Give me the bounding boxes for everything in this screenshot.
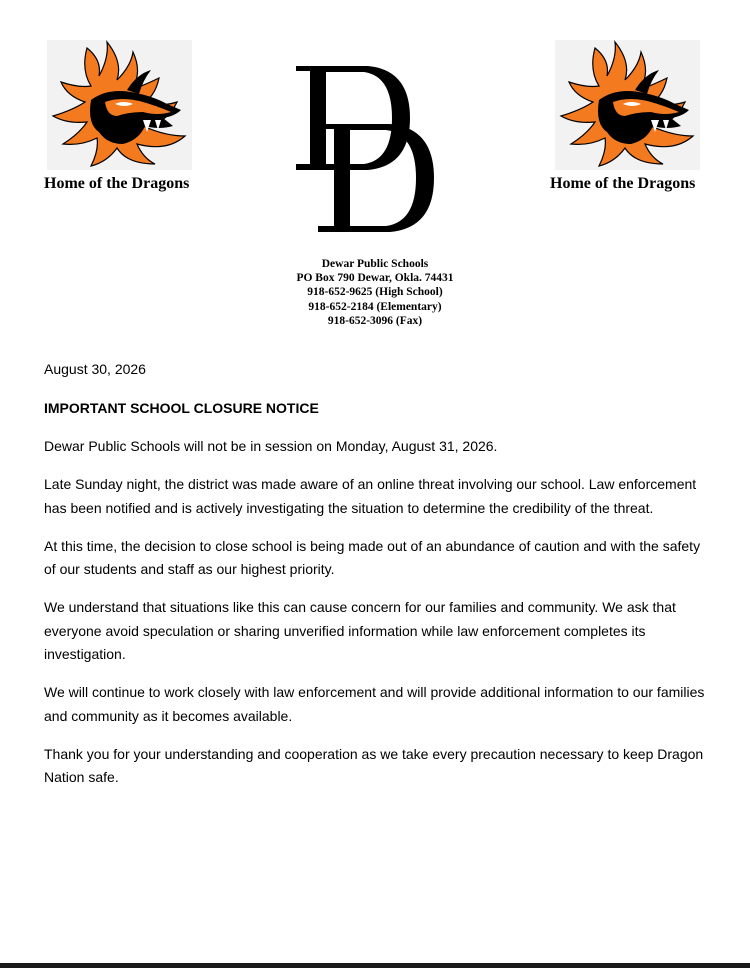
phone-high-school: 918-652-9625 (High School): [307, 286, 443, 299]
letter-date: August 30, 2026: [44, 361, 146, 377]
dragon-head-icon: [47, 40, 192, 170]
dd-logo-icon: [288, 60, 438, 238]
paragraph: Thank you for your understanding and cooperation as we take every precaution necessary to keep Dragon Nation safe.: [44, 745, 704, 785]
school-name: Dewar Public Schools: [321, 258, 429, 270]
notice-heading: IMPORTANT SCHOOL CLOSURE NOTICE: [44, 399, 319, 416]
dd-monogram-logo: [288, 60, 438, 238]
fax-number: 918-652-3096 (Fax): [327, 314, 423, 327]
paragraph: At this time, the decision to close school is being made out of an abundance of caution and with the safety of our students and staff as our highest priority.: [44, 537, 701, 577]
bottom-divider: [0, 963, 750, 968]
paragraph: We understand that situations like this can cause concern for our families and community. We ask that everyone avoid speculation or sharing unverified information while law enforcement completes its investigation.: [44, 599, 676, 662]
paragraph: Dewar Public Schools will not be in session on Monday, August 31, 2026.: [44, 438, 498, 454]
phone-elementary: 918-652-2184 (Elementary): [308, 300, 442, 313]
dragon-logo-right: [555, 40, 700, 170]
paragraph: Late Sunday night, the district was made aware of an online threat involving our school. Law enforcement has been notified and is actively investigating the situation to determine the credibility of the threat.: [44, 476, 697, 516]
contact-block: [250, 257, 500, 328]
letter-body: [44, 358, 714, 804]
tagline-right: Home of the Dragons: [550, 175, 696, 192]
school-address: PO Box 790 Dewar, Okla. 74431: [296, 272, 454, 285]
paragraph: We will continue to work closely with law enforcement and will provide additional information to our families and community as it becomes available.: [44, 684, 705, 724]
dragon-head-icon: [555, 40, 700, 170]
tagline-left: Home of the Dragons: [44, 175, 190, 192]
dragon-logo-left: [47, 40, 192, 170]
